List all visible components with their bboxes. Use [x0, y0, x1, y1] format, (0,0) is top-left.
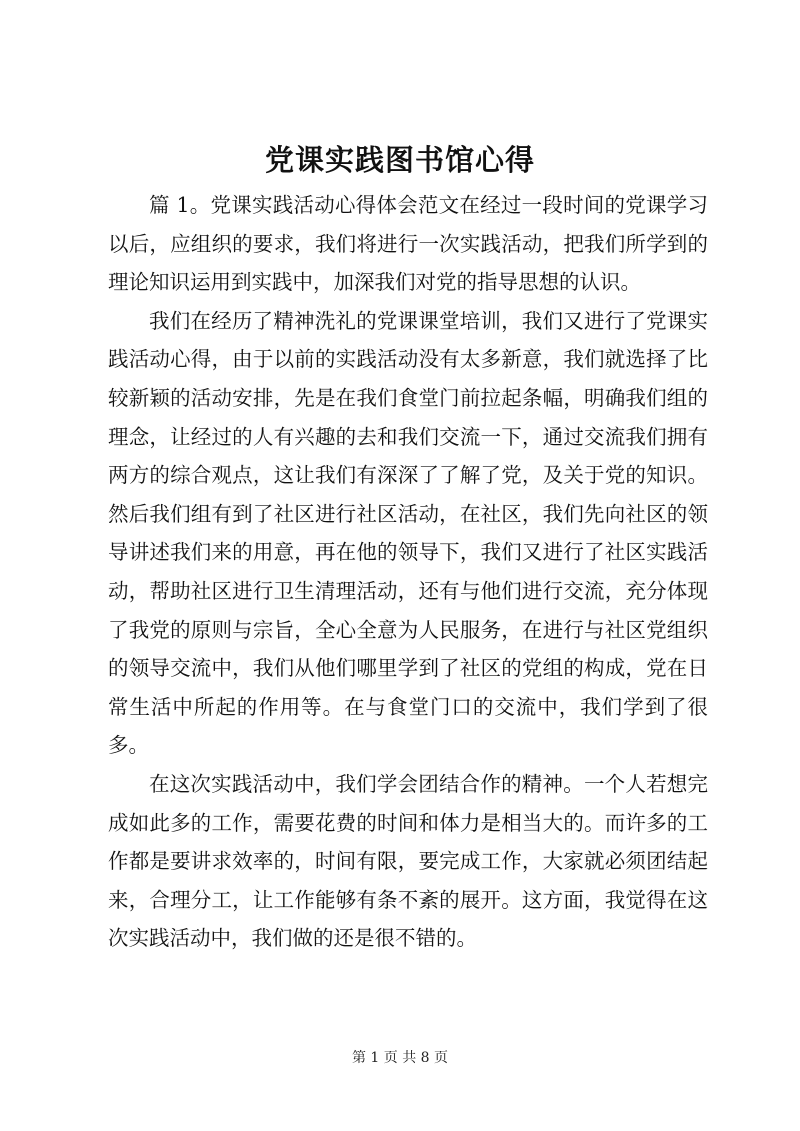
paragraph-1: 篇 1。党课实践活动心得体会范文在经过一段时间的党课学习以后，应组织的要求，我们将进行一次实践活动，把我们所学到的理论知识运用到实践中，加深我们对党的指导思想的认识。: [108, 193, 708, 295]
paragraph-3: 在这次实践活动中，我们学会团结合作的精神。一个人若想完成如此多的工作，需要花费的时间和体力是相当大的。而许多的工作都是要讲求效率的，时间有限，要完成工作，大家就必须团结起来，合理分工，让工作能够有条不紊的展开。这方面，我觉得在这次实践活动中，我们做的还是很不错的。: [108, 771, 708, 951]
page-title: 党课实践图书馆心得: [264, 143, 535, 177]
paragraph-2: 我们在经历了精神洗礼的党课课堂培训，我们又进行了党课实践活动心得，由于以前的实践活动没有太多新意，我们就选择了比较新颖的活动安排，先是在我们食堂门前拉起条幅，明确我们组的理念，让经过的人有兴趣的去和我们交流一下，通过交流我们拥有两方的综合观点，这让我们有深深了了解了党，及关于党的知识。然后我们组有到了社区进行社区活动，在社区，我们先向社区的领导讲述我们来的用意，再在他的领导下，我们又进行了社区实践活动，帮助社区进行卫生清理活动，还有与他们进行交流，充分体现了我党的原则与宗旨，全心全意为人民服务，在进行与社区党组织的领导交流中，我们从他们哪里学到了社区的党组的构成，党在日常生活中所起的作用等。在与食堂门口的交流中，我们学到了很多。: [108, 308, 708, 758]
page-number-footer: 第 1 页 共 8 页: [351, 1050, 449, 1066]
document-body: [108, 186, 708, 958]
